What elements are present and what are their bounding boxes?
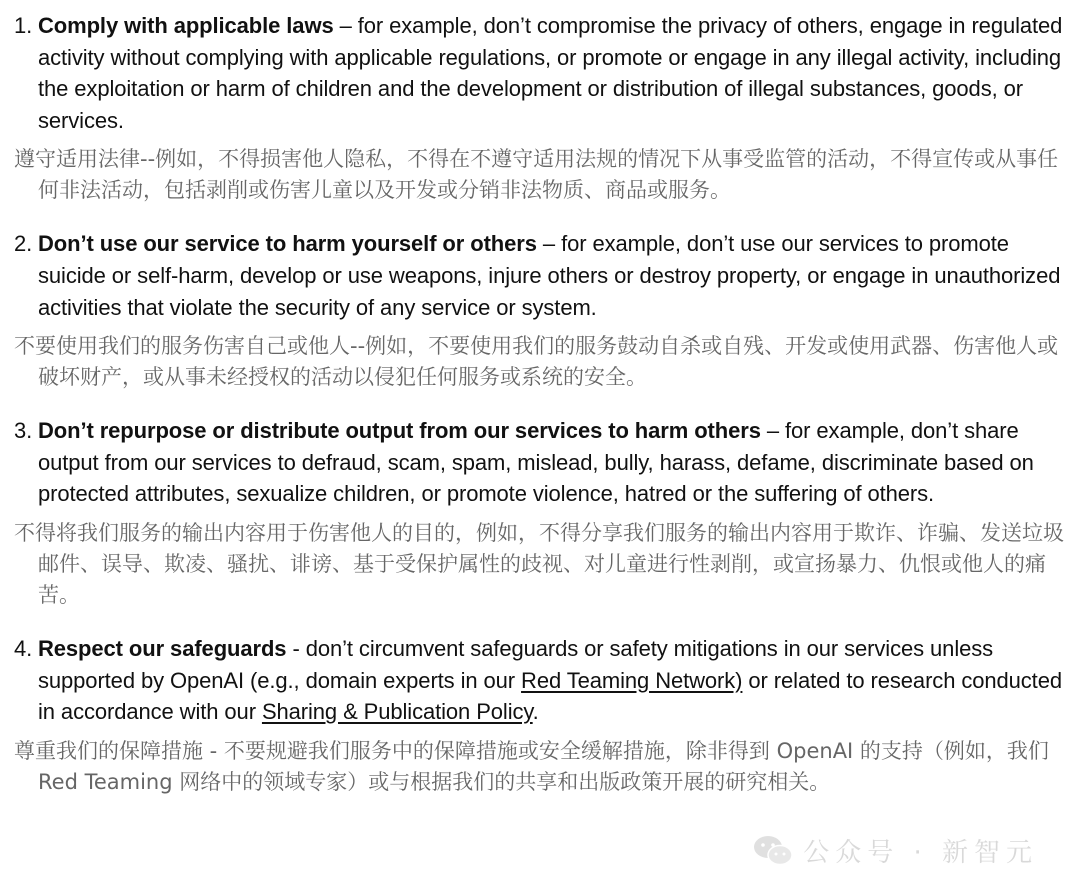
item-number: 4. bbox=[14, 635, 33, 661]
policy-item-2 bbox=[14, 228, 1066, 393]
policy-item-3 bbox=[14, 415, 1066, 611]
item-number: 1. bbox=[14, 13, 33, 38]
policy-item-english bbox=[14, 633, 1066, 728]
policy-item-1 bbox=[14, 10, 1066, 206]
policy-item-english bbox=[14, 415, 1066, 510]
policy-item-english bbox=[14, 10, 1066, 136]
policy-item-chinese: 尊重我们的保障措施 - 不要规避我们服务中的保障措施或安全缓解措施，除非得到 OpenAI 的支持（例如，我们 Red Teaming 网络中的领域专家）或与根据我们的共享和出版政策开展的研究相关。 bbox=[14, 738, 1049, 794]
item-body: for example, don’t share output from our services to defraud, scam, spam, mislead, bully, harass, defame, discriminate based on protected attributes, sexualize children, or promote violence, hatred or the suffering of others. bbox=[38, 418, 1034, 507]
item-separator: – bbox=[760, 418, 786, 444]
item-title: Don’t use our service to harm yourself or others bbox=[38, 231, 537, 257]
item-body-end: . bbox=[532, 699, 539, 725]
policy-item-chinese: 不得将我们服务的输出内容用于伤害他人的目的，例如，不得分享我们服务的输出内容用于欺诈、诈骗、发送垃圾邮件、误导、欺凌、骚扰、诽谤、基于受保护属性的歧视、对儿童进行性剥削，或宣扬暴力、仇恨或他人的痛苦。 bbox=[14, 520, 1064, 607]
item-title: Don’t repurpose or distribute output from our services to harm others bbox=[38, 418, 761, 444]
item-separator: - bbox=[286, 635, 306, 661]
policy-item-chinese: 遵守适用法律--例如，不得损害他人隐私，不得在不遵守适用法规的情况下从事受监管的活动，不得宣传或从事任何非法活动，包括剥削或伤害儿童以及开发或分销非法物质、商品或服务。 bbox=[14, 147, 1059, 203]
item-title: Respect our safeguards bbox=[38, 635, 287, 661]
item-separator: – bbox=[536, 231, 562, 257]
item-title: Comply with applicable laws bbox=[38, 13, 334, 38]
red-teaming-network-link[interactable]: Red Teaming Network) bbox=[521, 667, 743, 693]
item-body: don’t circumvent safeguards or safety mitigations in our services unless supported by OpenAI (e.g., domain experts in our bbox=[38, 635, 994, 693]
policy-item-chinese: 不要使用我们的服务伤害自己或他人--例如，不要使用我们的服务鼓动自杀或自残、开发或使用武器、伤害他人或破坏财产，或从事未经授权的活动以侵犯任何服务或系统的安全。 bbox=[14, 334, 1059, 390]
item-body: for example, don’t compromise the privacy of others, engage in regulated activity without complying with applicable regulations, or promote or engage in any illegal activity, including the exploitation or harm of children and the development or distribution of illegal substances, goods, or services. bbox=[38, 13, 1063, 133]
sharing-publication-policy-link[interactable]: Sharing & Publication Policy bbox=[261, 699, 533, 725]
item-number: 3. bbox=[14, 418, 33, 444]
item-body: for example, don’t use our services to promote suicide or self-harm, develop or use weapons, injure others or destroy property, or engage in unauthorized activities that violate the security of any service or system. bbox=[38, 231, 1061, 320]
wechat-icon bbox=[753, 834, 793, 868]
watermark bbox=[753, 832, 1038, 869]
policy-item-4 bbox=[14, 633, 1066, 798]
item-separator: – bbox=[333, 13, 358, 38]
item-number: 2. bbox=[14, 231, 33, 257]
item-body-continued: or related to research conducted in accordance with our bbox=[38, 667, 1062, 725]
policy-item-english bbox=[14, 228, 1066, 323]
watermark-text: 公众号 · 新智元 bbox=[803, 838, 1038, 868]
